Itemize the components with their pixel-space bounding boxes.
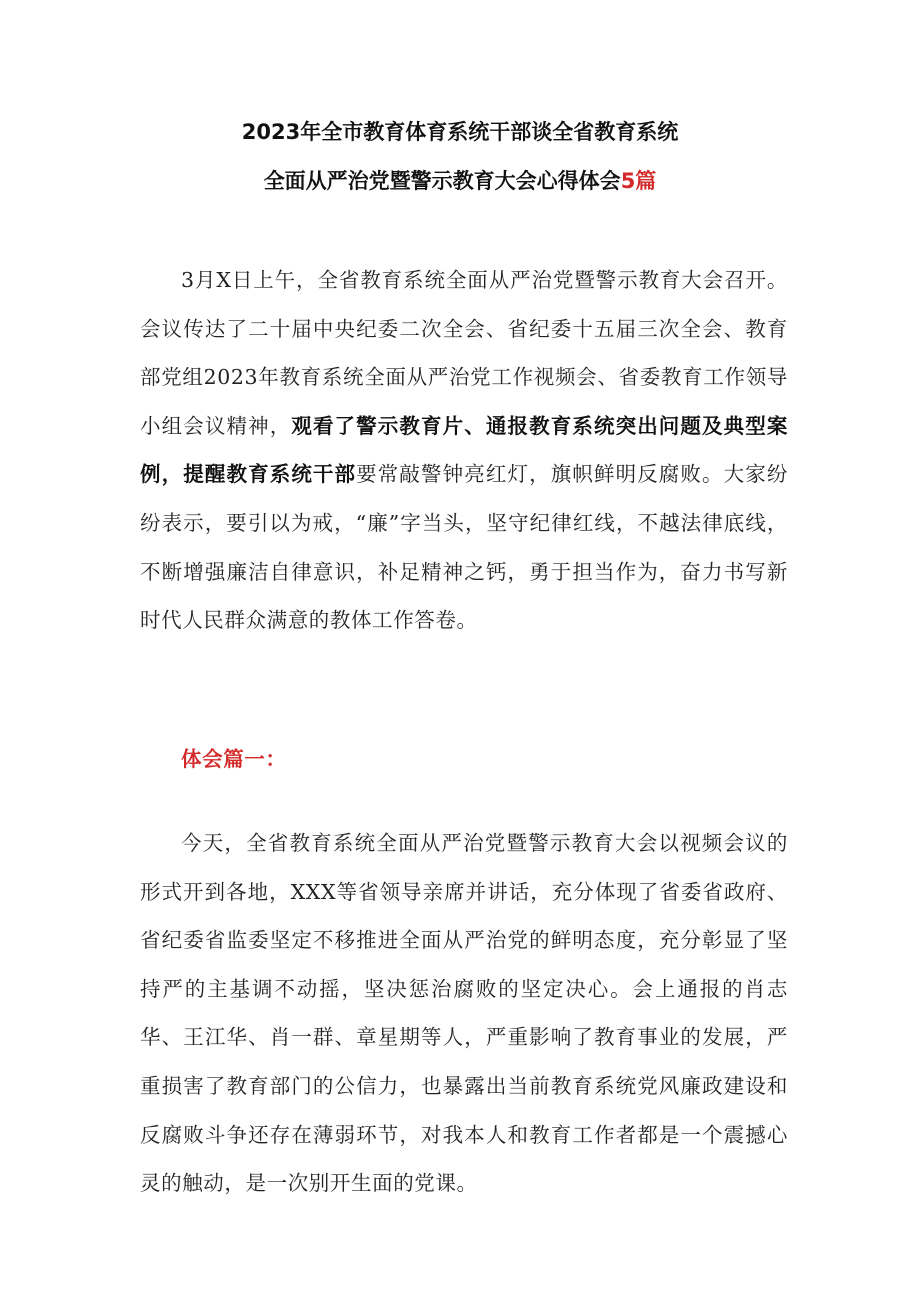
section-1-heading: 体会篇一： xyxy=(181,747,287,771)
section-1-paragraph: 今天，全省教育系统全面从严治党暨警示教育大会以视频会议的形式开到各地，XXX等省领导亲席并讲话，充分体现了省委省政府、省纪委省监委坚定不移推进全面从严治党的鲜明态度，充分彰显了坚持严的主基调不动摇，坚决惩治腐败的坚定决心。会上通报的肖志华、王江华、肖一群、章星期等人，严重影响了教育事业的发展，严重损害了教育部门的公信力，也暴露出当前教育系统党风廉政建设和反腐败斗争还存在薄弱环节，对我本人和教育工作者都是一个震撼心灵的触动，是一次别开生面的党课。 xyxy=(140,831,788,1196)
intro-paragraph xyxy=(140,256,788,645)
document-title-line-2 xyxy=(0,166,920,196)
title-main-text: 全面从严治党暨警示教育大会心得体会 xyxy=(263,169,621,193)
intro-bold-text: 观看了警示教育片、通报教育系统突出问题及典型案例， xyxy=(140,413,788,487)
document-title-line-1: 2023年全市教育体育系统干部谈全省教育系统 xyxy=(241,120,679,144)
intro-text-part-1: 3月X日上午，全省教育系统全面从严治党暨警示教育大会召开。会议传达了二十届中央纪委二次全会、省纪委十五届三次全会、教育部党组2023年教育系统全面从严治党工作视频会、省委教育工作领导小组会议精神， xyxy=(140,268,788,438)
intro-highlight-text: 提醒教育系统干部 xyxy=(183,462,357,487)
intro-text-part-4: 要常敲警钟亮红灯，旗帜鲜明反腐败。大家纷纷表示，要引以为戒，“廉”字当头，坚守纪律红线，不越法律底线，不断增强廉洁自律意识，补足精神之钙，勇于担当作为，奋力书写新时代人民群众满意的教体工作答卷。 xyxy=(140,462,788,633)
title-article-count: 5篇 xyxy=(620,169,657,193)
